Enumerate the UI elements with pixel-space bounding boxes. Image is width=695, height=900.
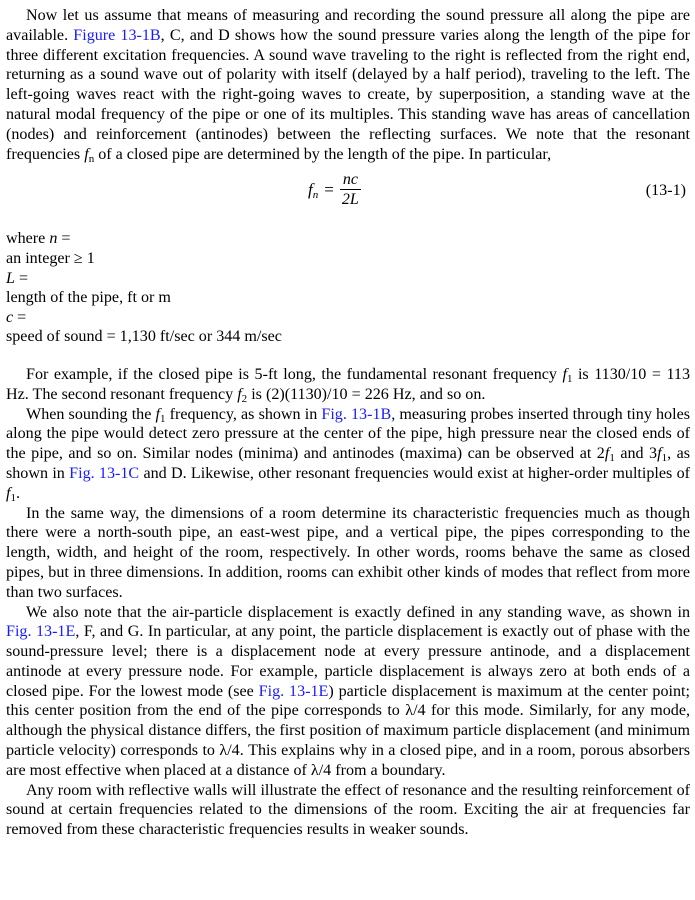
paragraph-1: Now let us assume that means of measuring and recording the sound pressure all along the pipe are available. Figure 13-1B, C, and D shows how the sound pressure varies along the length of the pipe for three different excitation frequencies. A sound wave traveling to the right is reflected from the right end, returning as a sound wave out of polarity with itself (delayed by a half period), traveling to the left. The left-going waves react with the right-going waves to create, by superposition, a standing wave at the natural modal frequency of the pipe or one of its multiples. This standing wave has areas of cancellation (nodes) and reinforcement (antinodes) between the reflecting surfaces. We note that the resonant frequencies $f_n$ of a closed pipe are determined by the length of the pipe. In particular, [6,7,690,165]
equation-denominator: 2L [341,191,359,209]
definition-n-desc: an integer ≥ 1 [6,249,95,267]
definition-L-desc: length of the pipe, ft or m [6,289,171,307]
paragraph-5: We also note that the air-particle displacement is exactly defined in any standing wave, as shown in Fig. 13-1E, F, and G. In particular, at any point, the particle displacement is exactly out of phase with the sound-pressure level; there is a displacement node at every pressure antinode, and a displacement antinode at every pressure node. For example, particle displacement is always zero at both ends of a closed pipe. For the lowest mode (see Fig. 13-1E) particle displacement is maximum at the center point; this center position from the end of the pipe corresponds to λ/4 for this mode. Similarly, for any mode, although the physical distance differs, the first position of maximum particle displacement (and minimum particle velocity) corresponds to λ/4. This explains why in a closed pipe, and in a room, porous absorbers are most effective when placed at a distance of λ/4 from a boundary. [6,603,690,779]
equation-body: $f_n$ = $\frac{nc}{2L}$ [308,171,361,209]
definition-c-label: c = [6,308,27,326]
figure-13-1b-link[interactable]: Fig. 13-1B [321,405,392,423]
definition-c-desc: speed of sound = 1,130 ft/sec or 344 m/sec [6,328,282,346]
document-page [6,6,690,840]
paragraph-2: For example, if the closed pipe is 5-ft long, the fundamental resonant frequency $f_1$ is 1130/10 = 113 Hz. The second resonant frequency $f_2$ is (2)(1130)/10 = 226 Hz, and so on. [6,365,690,405]
paragraph-6: Any room with reflective walls will illustrate the effect of resonance and the resulting reinforcement of sound at certain frequencies related to the dimensions of the room. Exciting the air at frequencies far removed from these characteristic frequencies results in weaker sounds. [6,781,690,839]
equation-number: (13-1) [645,182,686,200]
figure-13-1e-link[interactable]: Fig. 13-1E [6,623,76,641]
equation-fraction [340,171,361,209]
equation-13-1 [6,169,690,223]
paragraph-3: When sounding the $f_1$ frequency, as shown in Fig. 13-1B, measuring probes inserted through tiny holes along the pipe would detect zero pressure at the center of the pipe, high pressure near the closed ends of the pipe, and so on. Similar nodes (minima) and antinodes (maxima) can be observed at $2f_1$ and $3f_1$, as shown in Fig. 13-1C and D. Likewise, other resonant frequencies would exist at higher-order multiples of $f_1$. [6,405,690,504]
variable-definitions [6,229,690,347]
figure-13-1b-link[interactable]: Figure 13-1B [73,26,161,44]
equation-numerator: nc [340,171,361,190]
definition-L-label: L = [6,269,29,287]
figure-13-1e-link[interactable]: Fig. 13-1E [258,682,329,700]
paragraph-4: In the same way, the dimensions of a room determine its characteristic frequencies much as though there were a north-south pipe, an east-west pipe, and a vertical pipe, the pipes corresponding to the length, width, and height of the room, respectively. In other words, rooms behave the same as closed pipes, but in three dimensions. In addition, rooms can exhibit other kinds of modes that reflect from more than two surfaces. [6,504,690,601]
definition-n-label: where n = [6,230,71,248]
figure-13-1c-link[interactable]: Fig. 13-1C [69,464,140,482]
